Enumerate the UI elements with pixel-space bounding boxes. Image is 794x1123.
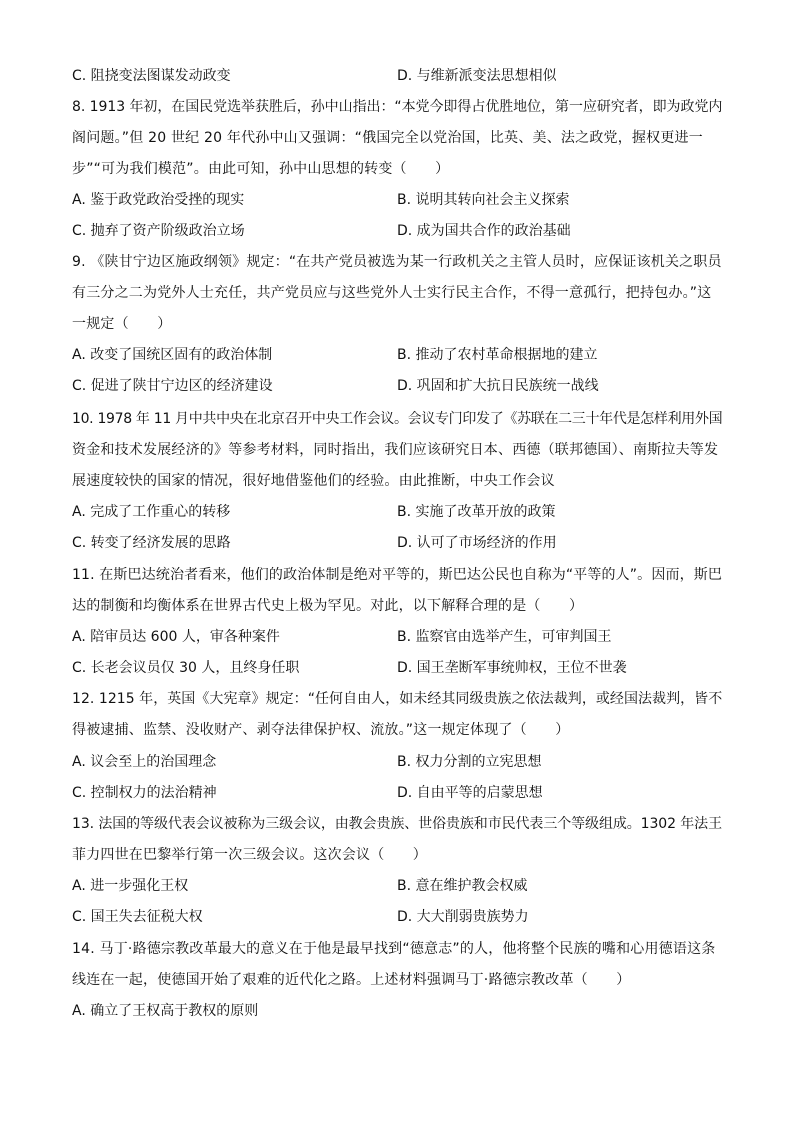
q14-stem-line-2: 线连在一起，使德国开始了艰难的近代化之路。上述材料强调马丁·路德宗教改革（ ） bbox=[72, 972, 631, 988]
q14-stem-line-1: 14. 马丁·路德宗教改革最大的意义在于他是最早找到“德意志”的人，他将整个民族的嘴和心用德语这条 bbox=[72, 941, 716, 957]
q11-option-c: C. 长老会议员仅 30 人，且终身任职 bbox=[72, 660, 300, 676]
q9-option-c: C. 促进了陕甘宁边区的经济建设 bbox=[72, 378, 273, 394]
q11-option-b: B. 监察官由选举产生，可审判国王 bbox=[397, 629, 612, 645]
q9-stem-line-2: 有三分之二为党外人士充任，共产党员应与这些党外人士实行民主合作，不得一意孤行，把持包办。”这 bbox=[72, 285, 712, 301]
q13-option-a: A. 进一步强化王权 bbox=[72, 878, 189, 894]
q8-option-d: D. 成为国共合作的政治基础 bbox=[397, 223, 571, 239]
q14-option-a: A. 确立了王权高于教权的原则 bbox=[72, 1003, 259, 1019]
q10-stem-line-1: 10. 1978 年 11 月中共中央在北京召开中央工作会议。会议专门印发了《苏联在二三十年代是怎样利用外国 bbox=[72, 411, 723, 427]
q8-option-c: C. 抛弃了资产阶级政治立场 bbox=[72, 223, 245, 239]
q13-stem-line-1: 13. 法国的等级代表会议被称为三级会议，由教会贵族、世俗贵族和市民代表三个等级组成。1302 年法王 bbox=[72, 816, 722, 832]
q9-option-b: B. 推动了农村革命根据地的建立 bbox=[397, 347, 598, 363]
q10-stem-line-2: 资金和技术发展经济的》等参考材料，同时指出，我们应该研究日本、西德（联邦德国）、南斯拉夫等发 bbox=[72, 442, 719, 458]
q13-option-b: B. 意在维护教会权威 bbox=[397, 878, 528, 894]
q12-stem-line-1: 12. 1215 年，英国《大宪章》规定：“任何自由人，如未经其同级贵族之依法裁判，或经国法裁判，皆不 bbox=[72, 691, 723, 707]
q11-stem-line-2: 达的制衡和均衡体系在世界古代史上极为罕见。对此，以下解释合理的是（ ） bbox=[72, 598, 584, 614]
q12-option-c: C. 控制权力的法治精神 bbox=[72, 785, 217, 801]
q9-stem-line-1: 9. 《陕甘宁边区施政纲领》规定：“在共产党员被选为某一行政机关之主管人员时，应保证该机关之职员 bbox=[72, 254, 722, 270]
q7-option-c: C. 阻挠变法图谋发动政变 bbox=[72, 68, 231, 84]
q12-option-d: D. 自由平等的启蒙思想 bbox=[397, 785, 543, 801]
q12-option-a: A. 议会至上的治国理念 bbox=[72, 754, 217, 770]
q11-stem-line-1: 11. 在斯巴达统治者看来，他们的政治体制是绝对平等的，斯巴达公民也自称为“平等的人”。因而，斯巴 bbox=[72, 567, 723, 583]
q9-option-d: D. 巩固和扩大抗日民族统一战线 bbox=[397, 378, 599, 394]
q12-stem-line-2: 得被逮捕、监禁、没收财产、剥夺法律保护权、流放。”这一规定体现了（ ） bbox=[72, 722, 570, 738]
q8-stem-line-1: 8. 1913 年初，在国民党选举获胜后，孙中山指出：“本党今即得占优胜地位，第一应研究者，即为政党内 bbox=[72, 99, 723, 115]
q8-stem-line-3: 步”“可为我们模范”。由此可知，孙中山思想的转变（ ） bbox=[72, 161, 450, 177]
q10-stem-line-3: 展速度较快的国家的情况，很好地借鉴他们的经验。由此推断，中央工作会议 bbox=[72, 473, 555, 489]
q13-option-c: C. 国王失去征税大权 bbox=[72, 909, 203, 925]
q11-option-d: D. 国王垄断军事统帅权，王位不世袭 bbox=[397, 660, 627, 676]
q9-option-a: A. 改变了国统区固有的政治体制 bbox=[72, 347, 273, 363]
q10-option-c: C. 转变了经济发展的思路 bbox=[72, 535, 231, 551]
q9-stem-line-3: 一规定（ ） bbox=[72, 316, 172, 332]
q8-stem-line-2: 阁问题。”但 20 世纪 20 年代孙中山又强调：“俄国完全以党治国，比英、美、法之政党，握权更进一 bbox=[72, 130, 703, 146]
q10-option-d: D. 认可了市场经济的作用 bbox=[397, 535, 557, 551]
q12-option-b: B. 权力分割的立宪思想 bbox=[397, 754, 542, 770]
q11-option-a: A. 陪审员达 600 人，审各种案件 bbox=[72, 629, 280, 645]
q13-stem-line-2: 菲力四世在巴黎举行第一次三级会议。这次会议（ ） bbox=[72, 847, 427, 863]
q8-option-a: A. 鉴于政党政治受挫的现实 bbox=[72, 192, 245, 208]
q8-option-b: B. 说明其转向社会主义探索 bbox=[397, 192, 570, 208]
q13-option-d: D. 大大削弱贵族势力 bbox=[397, 909, 529, 925]
q7-option-d: D. 与维新派变法思想相似 bbox=[397, 68, 557, 84]
q10-option-b: B. 实施了改革开放的政策 bbox=[397, 504, 556, 520]
q10-option-a: A. 完成了工作重心的转移 bbox=[72, 504, 231, 520]
